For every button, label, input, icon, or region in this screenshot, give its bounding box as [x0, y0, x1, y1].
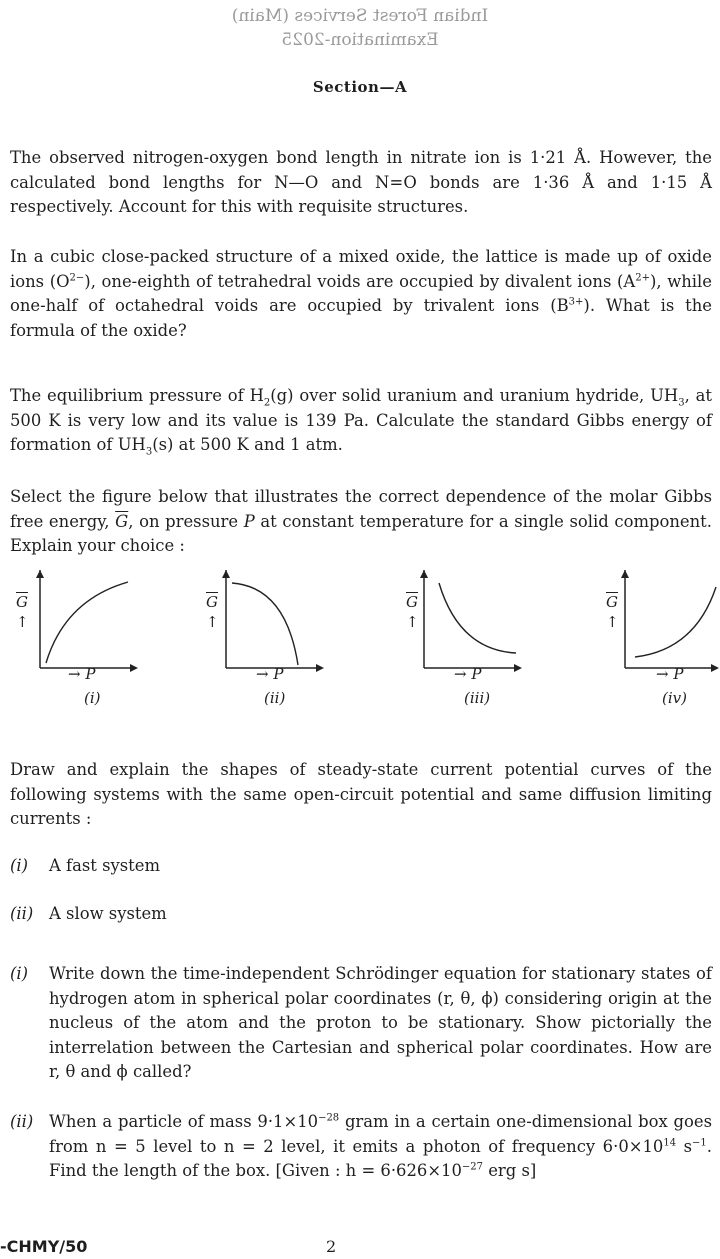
subquestion-slow-system: (ii) A slow system	[10, 904, 167, 923]
figure-i	[10, 565, 140, 715]
subquestion-schrodinger: (i) Write down the time-independent Schrödinger equation for stationary states of hydrogen atom in spherical polar coordinates (r, θ, ϕ) considering origin at the nucleus of the atom and the proton to be stationary. Show pictorially the interrelation between the Cartesian and spherical polar coordinates. How are r, θ and ϕ called?	[10, 964, 712, 1081]
figure-iii	[394, 565, 524, 715]
figure-iv-ylabel: $\overline{G}$	[606, 593, 618, 611]
double-bond-symbol: =	[389, 172, 404, 192]
question-current-potential: Draw and explain the shapes of steady-state current potential curves of the following systems with the same open-circuit potential and same diffusion limiting currents :	[10, 760, 712, 828]
subquestion-particle-box: (ii) When a particle of mass $9\cdot 1\times 10^{-28}$ gram in a certain one-dimensional box goes from n = 5 level to n = 2 level, it emits a photon of frequency $6\cdot 0\times 10^{14}$ $s^{-1}$. Find the length of the box. [Given : $h = 6\cdot 626\times 10^{-27}$ erg s]	[10, 1112, 713, 1180]
question-mixed-oxide: In a cubic close-packed structure of a mixed oxide, the lattice is made up of oxide ions $(O^{2-})$, one-eighth of tetrahedral voids are occupied by divalent ions $(A^{2+})$, while one-half of octahedral voids are occupied by trivalent ions $(B^{3+})$. What is the formula of the oxide?	[10, 247, 712, 340]
figure-i-label: (i)	[84, 689, 101, 707]
figure-ii-label: (ii)	[264, 689, 286, 707]
figure-iv-xlabel: → P	[656, 665, 684, 683]
question-nitrate-bond: The observed nitrogen-oxygen bond length in nitrate ion is 1·21 Å. However, the calculated bond lengths for N—O and N=O bonds are 1·36 Å and 1·15 Å respectively. Account for this with requisite structures.	[10, 148, 712, 216]
section-heading: Section—A	[312, 78, 408, 96]
subquestion-fast-system: (i) A fast system	[10, 856, 161, 875]
figure-i-ylabel: $\overline{G}$	[16, 593, 28, 611]
figure-iv-label: (iv)	[662, 689, 687, 707]
question-gibbs-pressure: Select the figure below that illustrates the correct dependence of the molar Gibbs free energy, $\overline{G}$, on pressure P at constant temperature for a single solid component. Explain your choice :	[10, 487, 712, 555]
figure-iii-label: (iii)	[464, 689, 491, 707]
figure-iii-ylabel: $\overline{G}$	[406, 593, 418, 611]
page-number: 2	[326, 1237, 337, 1256]
question-uranium-hydride: The equilibrium pressure of $H_2(g)$ over solid uranium and uranium hydride, $UH_3$, at 500 K is very low and its value is 139 Pa. Calculate the standard Gibbs energy of formation of $UH_3(s)$ at 500 K and 1 atm.	[10, 386, 713, 458]
figure-iii-up-arrow: ↑	[406, 613, 419, 631]
figure-ii-xlabel: → P	[256, 665, 284, 683]
paper-code: -CHMY/50	[0, 1237, 88, 1256]
figure-iii-xlabel: → P	[454, 665, 482, 683]
figure-ii	[196, 565, 326, 715]
figure-i-xlabel: → P	[68, 665, 96, 683]
bleed-through-title: Indian Forest Services (Main)	[231, 6, 489, 26]
figure-ii-up-arrow: ↑	[206, 613, 219, 631]
figure-iv-up-arrow: ↑	[606, 613, 619, 631]
bleed-through-subtitle: Examination-2025	[281, 30, 439, 50]
figure-iv	[590, 565, 720, 715]
figure-ii-ylabel: $\overline{G}$	[206, 593, 218, 611]
figure-i-up-arrow: ↑	[16, 613, 29, 631]
